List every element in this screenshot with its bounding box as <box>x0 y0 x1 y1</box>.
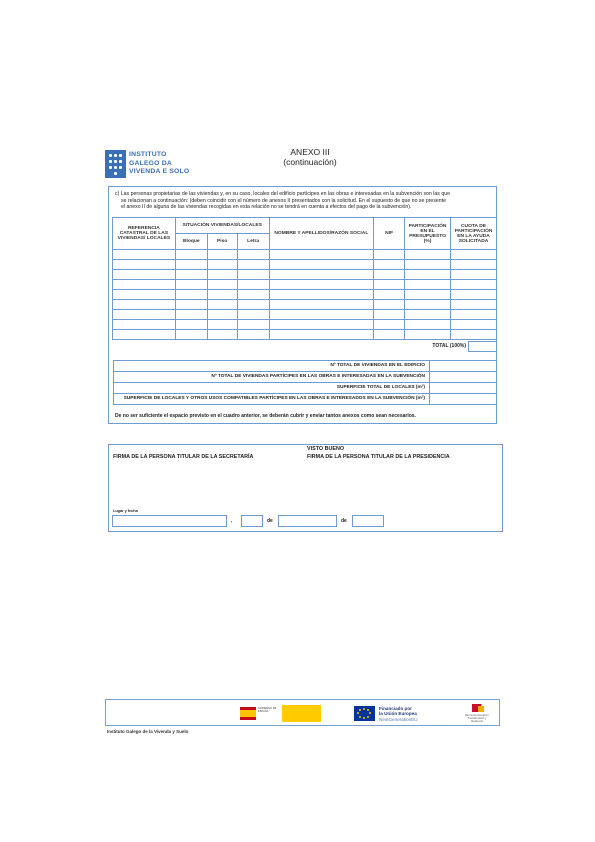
summary-row <box>113 372 497 383</box>
owners-table <box>112 217 497 340</box>
owner-row <box>113 290 497 300</box>
owners-section <box>108 186 497 424</box>
owner-cell-field[interactable] <box>374 270 405 280</box>
col-cuota: CUOTA DE PARTICIPACIÓN EN LA AYUDA SOLICITADA <box>451 218 497 250</box>
owner-cell-field[interactable] <box>207 320 237 330</box>
owner-cell-field[interactable] <box>269 270 374 280</box>
total-row <box>468 341 497 352</box>
owner-row <box>113 310 497 320</box>
logo-line-2: GALEGO DA <box>129 159 172 167</box>
prtr-text: Plan de Recuperación, Transformación y Resiliencia <box>464 714 490 723</box>
owner-cell-field[interactable] <box>374 290 405 300</box>
owner-row <box>113 280 497 290</box>
lugar-field[interactable] <box>112 515 227 527</box>
owner-cell-field[interactable] <box>175 290 207 300</box>
year-field[interactable] <box>352 515 384 527</box>
col-bloque: Bloque <box>175 234 207 250</box>
owner-cell-field[interactable] <box>374 310 405 320</box>
summary-label: SUPERFICIE TOTAL DE LOCALES (m²) <box>114 383 430 393</box>
col-letra: Letra <box>237 234 269 250</box>
owner-cell-field[interactable] <box>113 320 176 330</box>
owner-cell-field[interactable] <box>269 280 374 290</box>
owner-cell-field[interactable] <box>175 320 207 330</box>
summary-label: Nº TOTAL DE VIVIENDAS EN EL EDIFICIO <box>114 361 430 371</box>
owner-cell-field[interactable] <box>451 310 497 320</box>
eu-line-2: la Unión Europea <box>379 711 417 717</box>
owner-cell-field[interactable] <box>451 300 497 310</box>
owner-cell-field[interactable] <box>237 330 269 340</box>
summary-value-field[interactable] <box>430 383 496 393</box>
institution-caption: Instituto Galego de la Vivenda y Suelo <box>107 729 189 734</box>
owner-row <box>113 270 497 280</box>
owner-row <box>113 260 497 270</box>
space-note: De no ser suficiente el espacio previsto en el cuadro anterior, se deberán cubrir y enviar tantos anexos como sean necesarios. <box>115 413 416 419</box>
owner-cell-field[interactable] <box>175 310 207 320</box>
eu-funding-text <box>379 706 418 722</box>
owner-cell-field[interactable] <box>269 300 374 310</box>
owner-cell-field[interactable] <box>237 320 269 330</box>
ministry-logo <box>282 705 321 722</box>
signatures-section <box>108 444 503 532</box>
visto-bueno-block <box>307 446 450 461</box>
owner-cell-field[interactable] <box>405 320 451 330</box>
owner-cell-field[interactable] <box>405 270 451 280</box>
owner-cell-field[interactable] <box>374 260 405 270</box>
owner-cell-field[interactable] <box>237 280 269 290</box>
owner-cell-field[interactable] <box>451 290 497 300</box>
owner-cell-field[interactable] <box>405 250 451 260</box>
intro-line-1: c) Las personas propietarias de las viviendas y, en su caso, locales del edificio partícipes en las obras e interesadas en la subvención son las que <box>115 191 450 197</box>
eu-flag-icon <box>354 706 375 721</box>
summary-row <box>113 383 497 394</box>
day-field[interactable] <box>241 515 263 527</box>
owner-cell-field[interactable] <box>207 260 237 270</box>
funding-logos-footer <box>105 699 500 726</box>
prtr-logo <box>462 704 492 724</box>
igvs-logo <box>105 150 205 178</box>
owner-cell-field[interactable] <box>113 250 176 260</box>
owner-cell-field[interactable] <box>175 330 207 340</box>
owner-cell-field[interactable] <box>207 330 237 340</box>
galicia-crest-icon <box>105 150 126 178</box>
col-nif: NIF <box>374 218 405 250</box>
owner-cell-field[interactable] <box>207 270 237 280</box>
anexo-subtitle: (continuación) <box>283 156 337 167</box>
summary-row <box>113 360 497 372</box>
gobierno-espana-text: GOBIERNO DE ESPAÑA <box>258 707 277 714</box>
owner-row <box>113 300 497 310</box>
de-separator: de <box>341 518 347 524</box>
owner-cell-field[interactable] <box>269 320 374 330</box>
owner-cell-field[interactable] <box>405 260 451 270</box>
owner-cell-field[interactable] <box>175 270 207 280</box>
owner-cell-field[interactable] <box>237 310 269 320</box>
summary-value-field[interactable] <box>430 372 496 382</box>
summary-label: Nº TOTAL DE VIVIENDAS PARTÍCIPES EN LAS OBRAS E INTERESADAS EN LA SUBVENCIÓN <box>114 372 430 382</box>
owner-cell-field[interactable] <box>269 250 374 260</box>
lugar-fecha-label: Lugar y fecha <box>113 509 138 513</box>
owner-cell-field[interactable] <box>207 300 237 310</box>
eu-line-3: NextGenerationEU <box>379 716 418 722</box>
col-nombre: NOMBRE Y APELLIDOS/RAZÓN SOCIAL <box>269 218 374 250</box>
month-field[interactable] <box>278 515 337 527</box>
owner-cell-field[interactable] <box>175 260 207 270</box>
owner-rows <box>113 250 497 340</box>
owner-cell-field[interactable] <box>207 280 237 290</box>
owner-cell-field[interactable] <box>374 300 405 310</box>
owner-cell-field[interactable] <box>207 290 237 300</box>
owner-cell-field[interactable] <box>113 260 176 270</box>
owner-cell-field[interactable] <box>269 260 374 270</box>
owner-cell-field[interactable] <box>113 330 176 340</box>
owner-cell-field[interactable] <box>405 300 451 310</box>
owner-cell-field[interactable] <box>405 330 451 340</box>
owner-cell-field[interactable] <box>451 320 497 330</box>
owner-cell-field[interactable] <box>175 300 207 310</box>
owner-cell-field[interactable] <box>175 250 207 260</box>
owner-cell-field[interactable] <box>207 250 237 260</box>
owner-cell-field[interactable] <box>405 310 451 320</box>
section-intro <box>115 191 493 211</box>
owner-cell-field[interactable] <box>237 300 269 310</box>
logo-line-1: INSTITUTO <box>129 151 167 158</box>
owner-cell-field[interactable] <box>451 330 497 340</box>
owner-cell-field[interactable] <box>374 320 405 330</box>
summary-value-field[interactable] <box>430 394 496 404</box>
owner-cell-field[interactable] <box>113 290 176 300</box>
owner-cell-field[interactable] <box>405 290 451 300</box>
anexo-title: ANEXO III <box>290 147 330 157</box>
owner-row <box>113 330 497 340</box>
owner-cell-field[interactable] <box>113 280 176 290</box>
owner-cell-field[interactable] <box>237 290 269 300</box>
owner-row <box>113 250 497 260</box>
summary-table <box>113 360 497 405</box>
summary-label: SUPERFICIE DE LOCALES Y OTROS USOS COMPATIBLES PARTÍCIPES EN LAS OBRAS E INTERESADOS EN LA SUBVENCIÓN (m²) <box>114 394 430 404</box>
intro-line-3: el anexo II de alguna de las viviendas recogidas en esta relación no se tendrá en cuenta a efectos del pago de la subvención). <box>121 204 412 211</box>
owner-cell-field[interactable] <box>113 300 176 310</box>
owner-cell-field[interactable] <box>374 330 405 340</box>
summary-value-field[interactable] <box>430 361 496 371</box>
prtr-mark-accent <box>478 706 484 712</box>
owner-cell-field[interactable] <box>113 310 176 320</box>
owner-cell-field[interactable] <box>237 270 269 280</box>
owner-cell-field[interactable] <box>451 260 497 270</box>
owner-cell-field[interactable] <box>175 280 207 290</box>
spain-coat-of-arms-icon <box>240 707 256 720</box>
owner-cell-field[interactable] <box>207 310 237 320</box>
total-value-field[interactable] <box>469 342 497 352</box>
de-separator: de <box>267 518 273 524</box>
owner-cell-field[interactable] <box>237 260 269 270</box>
owner-cell-field[interactable] <box>374 280 405 290</box>
owner-cell-field[interactable] <box>451 270 497 280</box>
owner-cell-field[interactable] <box>269 310 374 320</box>
col-situacion: SITUACIÓN VIVIENDAS/LOCALES <box>175 218 269 234</box>
owner-row <box>113 320 497 330</box>
visto-bueno-label: VISTO BUENO <box>307 446 345 452</box>
page-title <box>270 148 350 167</box>
owner-cell-field[interactable] <box>374 250 405 260</box>
total-label: TOTAL (100%) <box>432 343 466 349</box>
col-participacion: PARTICIPACIÓN EN EL PRESUPUESTO (%) <box>405 218 451 250</box>
col-piso: Piso <box>207 234 237 250</box>
eu-line-1: Financiado por <box>379 706 412 711</box>
logo-text <box>129 151 189 177</box>
owner-cell-field[interactable] <box>405 280 451 290</box>
presidencia-signature-label: FIRMA DE LA PERSONA TITULAR DE LA PRESIDENCIA <box>307 453 450 460</box>
logo-line-3: VIVENDA E SOLO <box>129 168 190 176</box>
comma-separator: , <box>231 518 233 524</box>
col-referencia: REFERENCIA CATASTRAL DE LAS VIVIENDAS/ LOCALES <box>113 218 176 250</box>
owner-cell-field[interactable] <box>451 250 497 260</box>
owner-cell-field[interactable] <box>451 280 497 290</box>
owner-cell-field[interactable] <box>269 330 374 340</box>
secretaria-signature-label: FIRMA DE LA PERSONA TITULAR DE LA SECRETARÍA <box>113 454 254 460</box>
owner-cell-field[interactable] <box>269 290 374 300</box>
intro-line-2: se relacionan a continuación: (deben coincidir con el número de anexos II presentados con la solicitud. En el supuesto de que no se presente <box>121 197 447 204</box>
summary-row <box>113 394 497 405</box>
owner-cell-field[interactable] <box>237 250 269 260</box>
owner-cell-field[interactable] <box>113 270 176 280</box>
